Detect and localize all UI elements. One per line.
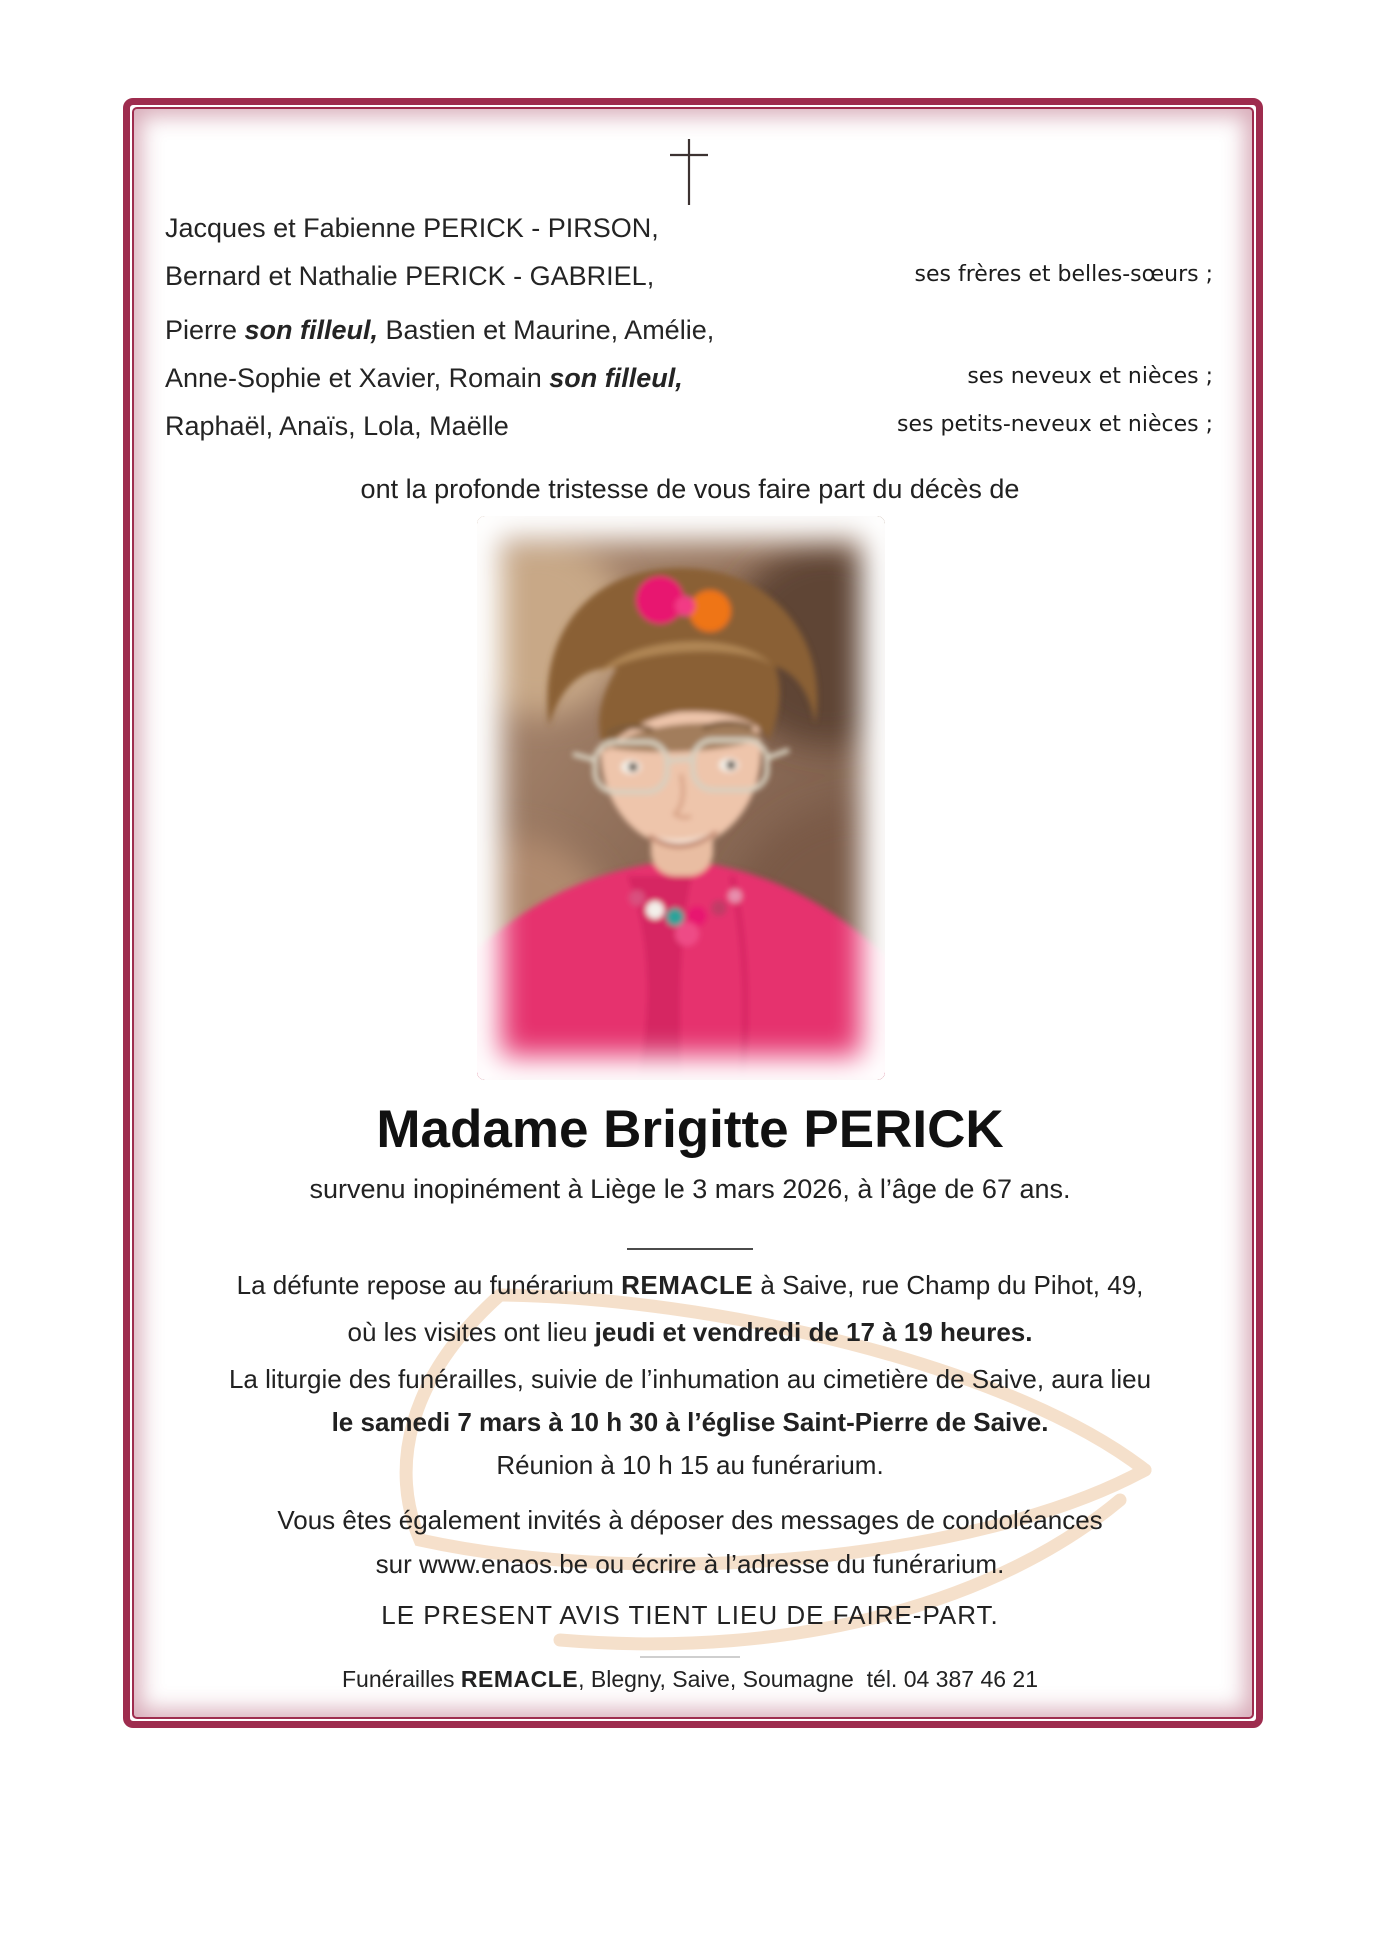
family-line-5: Raphaël, Anaïs, Lola, Maëlle	[165, 411, 509, 441]
family-line-2: Bernard et Nathalie PERICK - GABRIEL,	[165, 261, 655, 291]
footer-pre: Funérailles	[341, 1666, 461, 1692]
liturgy-paragraph	[123, 1358, 1257, 1487]
death-subtitle: survenu inopinément à Liège le 3 mars 2026, à l’âge de 67 ans.	[309, 1174, 1071, 1204]
visits-hours: jeudi et vendredi de 17 à 19 heures.	[594, 1317, 1033, 1347]
liturgy-line1: La liturgie des funérailles, suivie de l’inhumation au cimetière de Saive, aura lieu	[228, 1364, 1152, 1394]
faire-part-notice: LE PRESENT AVIS TIENT LIEU DE FAIRE-PART.	[381, 1600, 999, 1630]
family-line-3	[165, 313, 1065, 347]
cross-icon	[663, 136, 715, 208]
intro-sentence: ont la profonde tristesse de vous faire part du décès de	[360, 474, 1020, 504]
relation-label-nephews: ses neveux et nièces ;	[967, 364, 1213, 389]
condolences-line1: Vous êtes également invités à déposer des messages de condoléances	[277, 1505, 1103, 1535]
meeting-line: Réunion à 10 h 15 au funérarium.	[496, 1450, 884, 1480]
portrait-photo	[477, 516, 885, 1080]
footer-post: , Blegny, Saive, Soumagne tél. 04 387 46 21	[578, 1666, 1038, 1692]
family-line-4-godson: son filleul,	[549, 363, 683, 393]
visits-line-pre: où les visites ont lieu	[347, 1317, 595, 1347]
family-line-3-godson: son filleul,	[244, 315, 379, 345]
family-line-3-pre: Pierre	[165, 315, 245, 345]
relation-label-grandnephews: ses petits-neveux et nièces ;	[897, 412, 1213, 437]
funeral-home-name: REMACLE	[621, 1270, 754, 1300]
section-divider	[627, 1248, 753, 1250]
deceased-name-title: Madame Brigitte PERICK	[376, 1100, 1004, 1159]
condolences-paragraph	[123, 1498, 1257, 1586]
condolences-line2: sur www.enaos.be ou écrire à l’adresse du funérarium.	[375, 1549, 1005, 1579]
repose-line1-pre: La défunte repose au funérarium	[236, 1270, 622, 1300]
family-line-1: Jacques et Fabienne PERICK - PIRSON,	[165, 213, 659, 243]
family-line-4	[165, 361, 1065, 395]
repose-line1-post: à Saive, rue Champ du Pihot, 49,	[753, 1270, 1144, 1300]
relation-label-siblings: ses frères et belles-sœurs ;	[914, 262, 1213, 287]
family-line-4-pre: Anne-Sophie et Xavier, Romain	[165, 363, 550, 393]
footer-brand: REMACLE	[460, 1666, 579, 1692]
footer-divider	[640, 1656, 740, 1658]
funeral-home-footer	[123, 1666, 1257, 1693]
family-line-3-post: Bastien et Maurine, Amélie,	[378, 315, 715, 345]
ceremony-date: le samedi 7 mars à 10 h 30 à l’église Saint-Pierre de Saive.	[331, 1407, 1049, 1437]
repose-paragraph	[123, 1262, 1257, 1356]
